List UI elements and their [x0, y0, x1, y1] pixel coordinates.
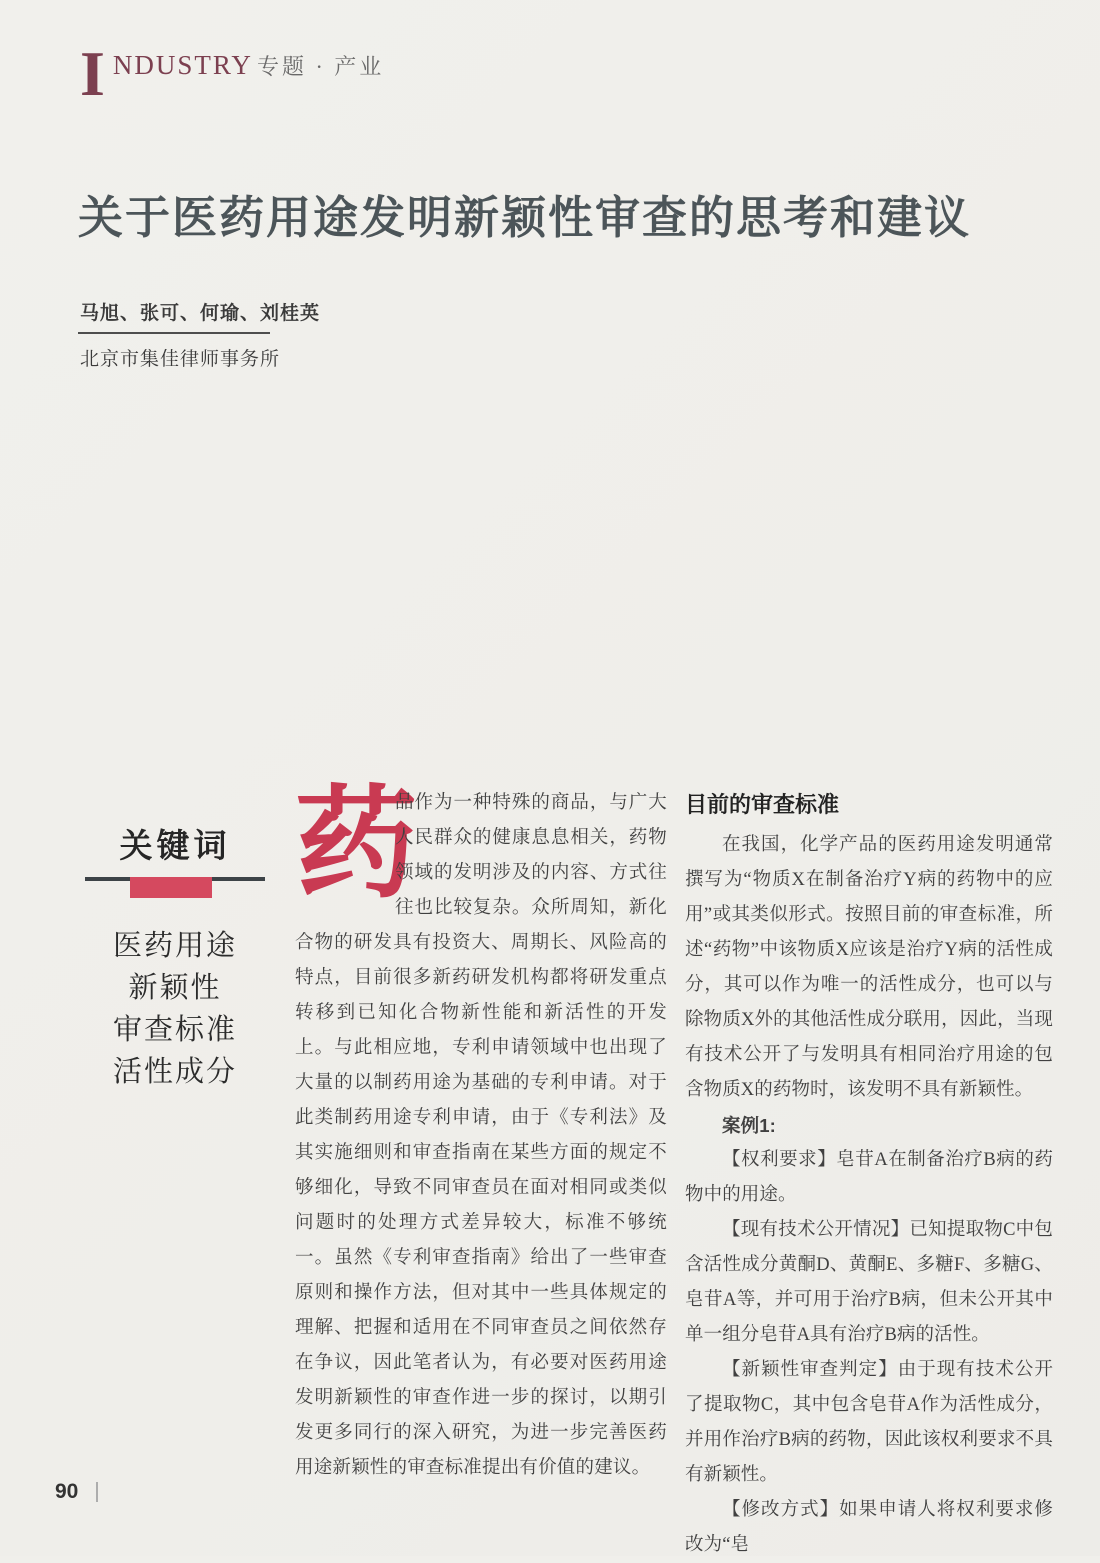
intro-text: 品作为一种特殊的商品，与广大人民群众的健康息息相关，药物领域的发明涉及的内容、方式往往也比较复杂。众所周知，新化合物的研发具有投资大、周期长、风险高的特点，目前很多新药研发机构都将研发重点转移到已知化合物新性能和新活性的开发上。与此相应地，专利申请领域中也出现了大量的以制药用途为基础的专利申请。对于此类制药用途专利申请，由于《专利法》及其实施细则和审查指南在某些方面的规定不够细化，导致不同审查员在面对相同或类似问题时的处理方式差异较大，标准不够统一。虽然《专利审查指南》给出了一些审查原则和操作方法，但对其中一些具体规定的理解、把握和适用在不同审查员之间依然存在争议，因此笔者认为，有必要对医药用途发明新颖性的审查作进一步的探讨，以期引发更多同行的深入研究，为进一步完善医药用途新颖性的审查标准提出有价值的建议。 [295, 793, 667, 1478]
section-subtitle: 专题 · 产业 [256, 54, 385, 79]
dropcap-character: 药 [295, 778, 418, 913]
keyword-item: 活性成分 [112, 1056, 237, 1088]
case-novelty-judgement-paragraph: 【新颖性审查判定】由于现有技术公开了提取物C，其中包含皂苷A作为活性成分，并用作治疗B病的药物，因此该权利要求不具有新颖性。 [685, 1360, 1053, 1485]
case-amendment-paragraph: 【修改方式】如果申请人将权利要求修改为“皂 [685, 1500, 1053, 1555]
current-standard-column [685, 790, 1053, 1563]
masthead-text-block [113, 44, 384, 80]
section-heading: 目前的审查标准 [685, 792, 840, 817]
keywords-list [85, 925, 265, 1093]
footer-divider-bar [96, 1482, 98, 1502]
industry-drop-initial: I [80, 38, 105, 109]
section-masthead [80, 38, 385, 109]
keywords-heading: 关键词 [119, 829, 231, 865]
industry-label: NDUSTRY [112, 50, 253, 80]
intro-column [295, 778, 667, 1486]
article-affiliation: 北京市集佳律师事务所 [80, 349, 281, 370]
keyword-item: 审查标准 [112, 1014, 237, 1046]
keywords-decorative-rule [85, 877, 265, 899]
article-authors: 马旭、张可、何瑜、刘桂英 [80, 303, 321, 324]
keywords-rule-red-accent [130, 877, 212, 898]
author-divider-rule [78, 332, 270, 334]
page-footer [55, 1480, 98, 1504]
section-paragraph-1: 在我国，化学产品的医药用途发明通常撰写为“物质X在制备治疗Y病的药物中的应用”或其类似形式。按照目前的审查标准，所述“药物”中该物质X应该是治疗Y病的活性成分，其可以作为唯一的活性成分，也可以与除物质X外的其他活性成分联用，因此，当现有技术公开了与发明具有相同治疗用途的包含物质X的药物时，该发明不具有新颖性。 [685, 835, 1053, 1100]
case-1-label: 案例1: [722, 1115, 776, 1136]
keyword-item: 新颖性 [128, 972, 222, 1004]
article-title: 关于医药用途发明新颖性审查的思考和建议 [78, 192, 972, 243]
keywords-sidebar [85, 790, 265, 1093]
intro-paragraph [295, 778, 667, 1486]
page-number: 90 [55, 1480, 79, 1503]
keyword-item: 医药用途 [112, 930, 237, 962]
case-claim-paragraph: 【权利要求】皂苷A在制备治疗B病的药物中的用途。 [685, 1150, 1053, 1205]
case-prior-art-paragraph: 【现有技术公开情况】已知提取物C中包含活性成分黄酮D、黄酮E、多糖F、多糖G、皂苷A等，并可用于治疗B病，但未公开其中单一组分皂苷A具有治疗B病的活性。 [685, 1220, 1053, 1345]
